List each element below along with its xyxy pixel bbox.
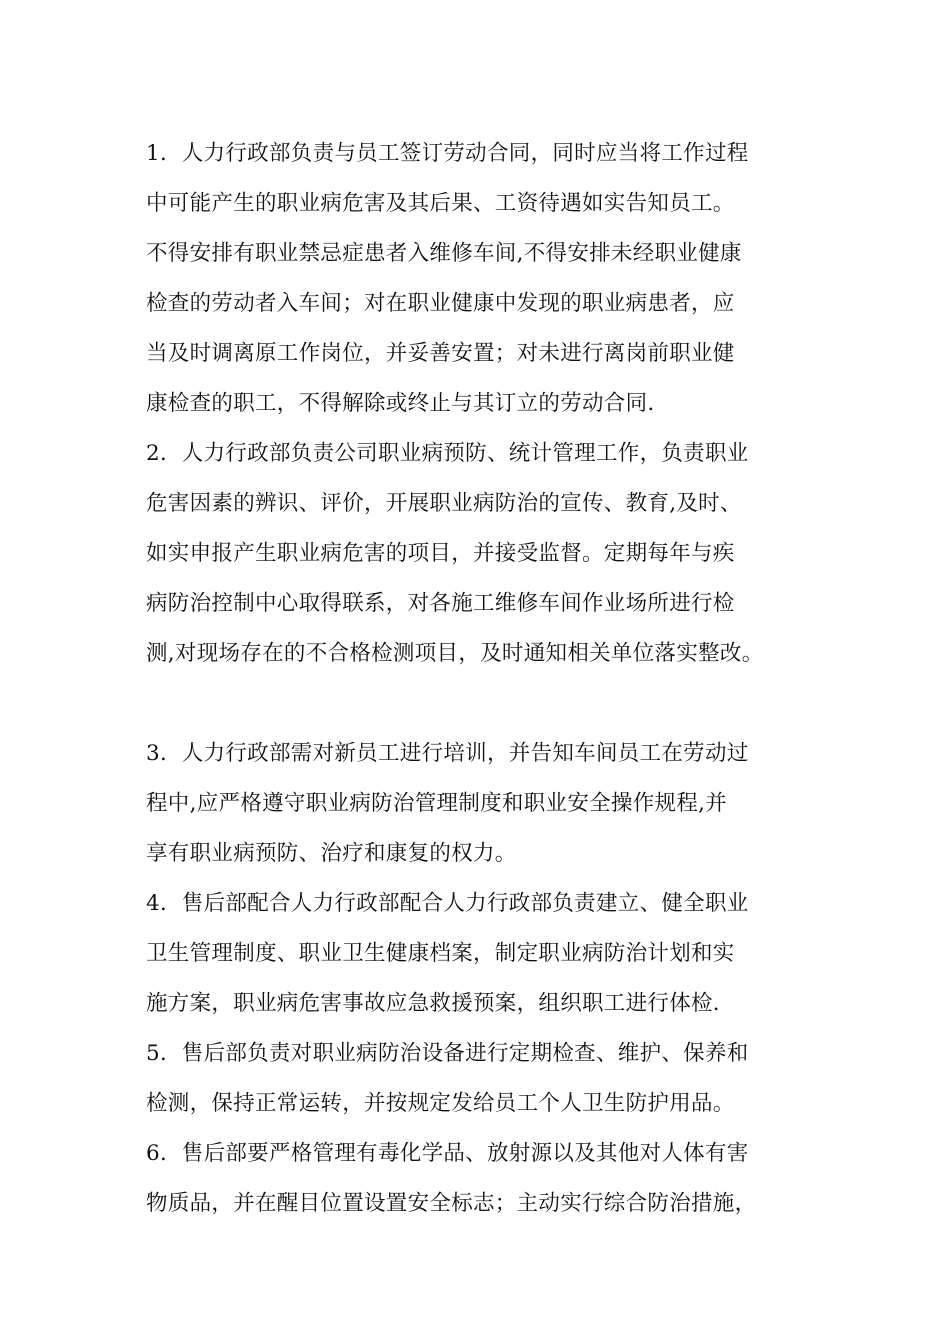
text-line: 病防治控制中心取得联系，对各施工维修车间作业场所进行检	[146, 591, 735, 616]
text-line: 当及时调离原工作岗位，并妥善安置；对未进行离岗前职业健	[146, 341, 735, 366]
text-line: 不得安排有职业禁忌症患者入维修车间,不得安排未经职业健康	[146, 241, 742, 266]
paragraph-gap	[146, 679, 846, 729]
text-line: 物质品，并在醒目位置设置安全标志；主动实行综合防治措施，	[146, 1191, 757, 1216]
text-line: 程中,应严格遵守职业病防治管理制度和职业安全操作规程,并	[146, 791, 728, 816]
text-line: 2．人力行政部负责公司职业病预防、统计管理工作，负责职业	[146, 441, 749, 466]
text-line: 1．人力行政部负责与员工签订劳动合同，同时应当将工作过程	[146, 141, 749, 166]
text-line: 施方案，职业病危害事故应急救援预案，组织职工进行体检.	[146, 991, 720, 1016]
text-line: 康检查的职工，不得解除或终止与其订立的劳动合同.	[146, 391, 655, 416]
text-line: 如实申报产生职业病危害的项目，并接受监督。定期每年与疾	[146, 541, 735, 566]
text-line: 中可能产生的职业病危害及其后果、工资待遇如实告知员工。	[146, 191, 735, 216]
text-line: 享有职业病预防、治疗和康复的权力。	[146, 841, 517, 866]
document-body	[146, 129, 846, 1229]
text-line: 卫生管理制度、职业卫生健康档案，制定职业病防治计划和实	[146, 941, 735, 966]
text-line: 测,对现场存在的不合格检测项目，及时通知相关单位落实整改。	[146, 641, 764, 666]
text-line: 检查的劳动者入车间；对在职业健康中发现的职业病患者，应	[146, 291, 735, 316]
text-line: 6．售后部要严格管理有毒化学品、放射源以及其他对人体有害	[146, 1141, 749, 1166]
text-line: 危害因素的辨识、评价，开展职业病防治的宣传、教育,及时、	[146, 491, 742, 516]
text-line: 4．售后部配合人力行政部配合人力行政部负责建立、健全职业	[146, 891, 749, 916]
text-line: 5．售后部负责对职业病防治设备进行定期检查、维护、保养和	[146, 1041, 749, 1066]
text-line: 3．人力行政部需对新员工进行培训，并告知车间员工在劳动过	[146, 741, 749, 766]
text-line: 检测，保持正常运转，并按规定发给员工个人卫生防护用品。	[146, 1091, 735, 1116]
